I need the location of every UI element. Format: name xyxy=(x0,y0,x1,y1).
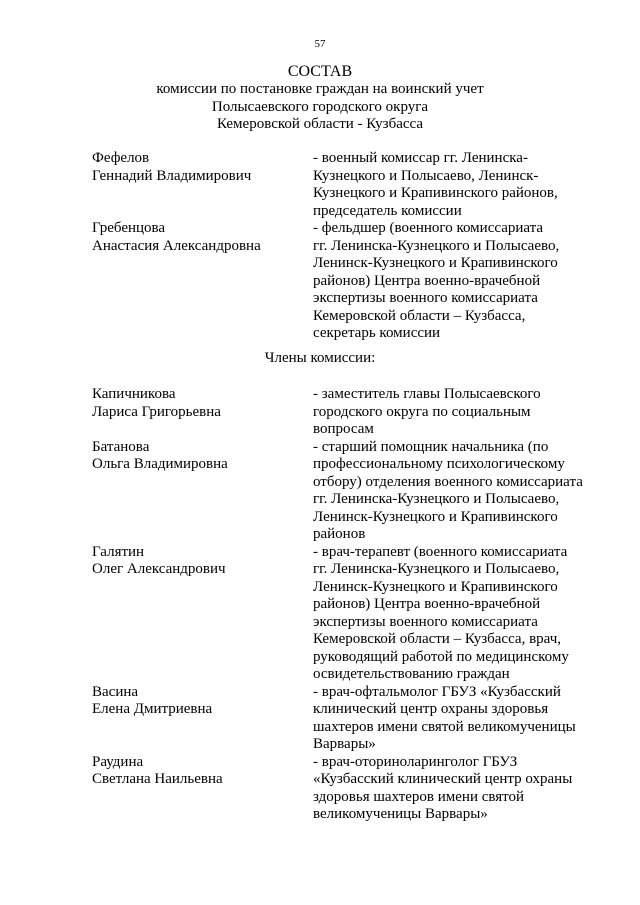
member-name xyxy=(92,150,308,185)
member-role-line: гг. Ленинска-Кузнецкого и Полысаево, xyxy=(313,561,560,577)
member-name xyxy=(92,220,308,255)
member-role-line: Кемеровской области – Кузбасса, xyxy=(313,307,526,324)
member-role-line: экспертизы военного комиссариата xyxy=(313,613,538,630)
member-role-line: - заместитель главы Полысаевского xyxy=(313,386,541,402)
member-role-line: руководящий работой по медицинскому xyxy=(313,648,569,665)
member-role-line: - врач-терапевт (военного комиссариата xyxy=(313,543,568,560)
member-name-line: Гребенцова xyxy=(92,220,166,236)
member-role-line: Кузнецкого и Полысаево, Ленинск- xyxy=(313,167,539,184)
member-role xyxy=(313,754,598,824)
member-name-line: Геннадий Владимирович xyxy=(92,167,252,184)
member-role-line: отбору) отделения военного комиссариата xyxy=(313,473,583,490)
member-name-line: Елена Дмитриевна xyxy=(92,701,213,717)
member-name-line: Анастасия Александровна xyxy=(92,237,261,254)
member-name-line: Раудина xyxy=(92,753,144,770)
member-role xyxy=(313,439,598,544)
chair-entries xyxy=(92,150,612,343)
commission-entry xyxy=(92,439,612,544)
document-subtitle-line: Полысаевского городского округа xyxy=(211,98,429,115)
member-role-line: Ленинск-Кузнецкого и Крапивинского xyxy=(313,578,558,595)
member-role-line: городского округа по социальным xyxy=(313,403,531,420)
document-header xyxy=(0,62,640,134)
document-subtitle-line: Кемеровской области - Кузбасса xyxy=(216,116,424,132)
member-name xyxy=(92,439,308,474)
member-name-line: Ольга Владимировна xyxy=(92,456,228,472)
member-role-line: здоровья шахтеров имени святой xyxy=(313,788,525,805)
commission-entry xyxy=(92,544,612,684)
member-role-line: районов xyxy=(313,526,366,542)
member-role-line: - врач-оториноларинголог ГБУЗ xyxy=(313,753,518,770)
member-role-line: Ленинск-Кузнецкого и Крапивинского xyxy=(313,255,558,271)
member-role xyxy=(313,684,598,754)
member-role-line: районов) Центра военно-врачебной xyxy=(313,272,541,289)
member-name xyxy=(92,754,308,789)
document-title: СОСТАВ xyxy=(287,63,353,80)
member-name-line: Фефелов xyxy=(92,150,150,166)
commission-entry xyxy=(92,220,612,343)
member-role-line: - старший помощник начальника (по xyxy=(313,438,549,455)
member-role-line: - военный комиссар гг. Ленинска- xyxy=(313,150,528,166)
member-role-line: «Кузбасский клинический центр охраны xyxy=(313,771,573,787)
member-role-line: великомученицы Варвары» xyxy=(313,806,488,822)
member-role-line: клинический центр охраны здоровья xyxy=(313,701,549,717)
document-subtitle-line: комиссии по постановке граждан на воинский учет xyxy=(156,81,484,97)
commission-entry xyxy=(92,386,612,439)
member-name-line: Лариса Григорьевна xyxy=(92,403,221,420)
member-role-line: вопросам xyxy=(313,421,374,437)
member-role-line: Кузнецкого и Крапивинского районов, xyxy=(313,185,558,201)
member-role-line: - фельдшер (военного комиссариата xyxy=(313,220,544,236)
member-name xyxy=(92,386,308,421)
member-role-line: секретарь комиссии xyxy=(313,325,441,341)
member-name-line: Васина xyxy=(92,683,139,700)
member-role-line: шахтеров имени святой великомученицы xyxy=(313,718,576,735)
member-name-line: Батанова xyxy=(92,438,150,455)
members-heading: Члены комиссии: xyxy=(264,350,376,366)
member-role xyxy=(313,544,598,684)
member-name-line: Капичникова xyxy=(92,386,176,402)
member-role-line: председатель комиссии xyxy=(313,202,462,219)
member-name xyxy=(92,684,308,719)
member-role-line: Ленинск-Кузнецкого и Крапивинского xyxy=(313,508,558,525)
member-name xyxy=(92,544,308,579)
member-entries xyxy=(92,386,612,824)
member-role-line: Кемеровской области – Кузбасса, врач, xyxy=(313,631,562,647)
member-role-line: гг. Ленинска-Кузнецкого и Полысаево, xyxy=(313,491,560,507)
member-name-line: Светлана Наильевна xyxy=(92,771,223,787)
member-role-line: освидетельствованию граждан xyxy=(313,666,510,682)
member-role xyxy=(313,220,598,343)
member-role xyxy=(313,386,598,439)
member-role xyxy=(313,150,598,220)
page-number: 57 xyxy=(314,38,326,50)
member-role-line: - врач-офтальмолог ГБУЗ «Кузбасский xyxy=(313,683,561,700)
commission-entry xyxy=(92,754,612,824)
member-name-line: Галятин xyxy=(92,543,145,560)
member-role-line: экспертизы военного комиссариата xyxy=(313,290,538,306)
commission-entry xyxy=(92,150,612,220)
member-name-line: Олег Александрович xyxy=(92,561,226,577)
member-role-line: профессиональному психологическому xyxy=(313,456,565,472)
member-role-line: Варвары» xyxy=(313,736,376,752)
member-role-line: гг. Ленинска-Кузнецкого и Полысаево, xyxy=(313,237,560,254)
member-role-line: районов) Центра военно-врачебной xyxy=(313,596,541,612)
commission-entry xyxy=(92,684,612,754)
